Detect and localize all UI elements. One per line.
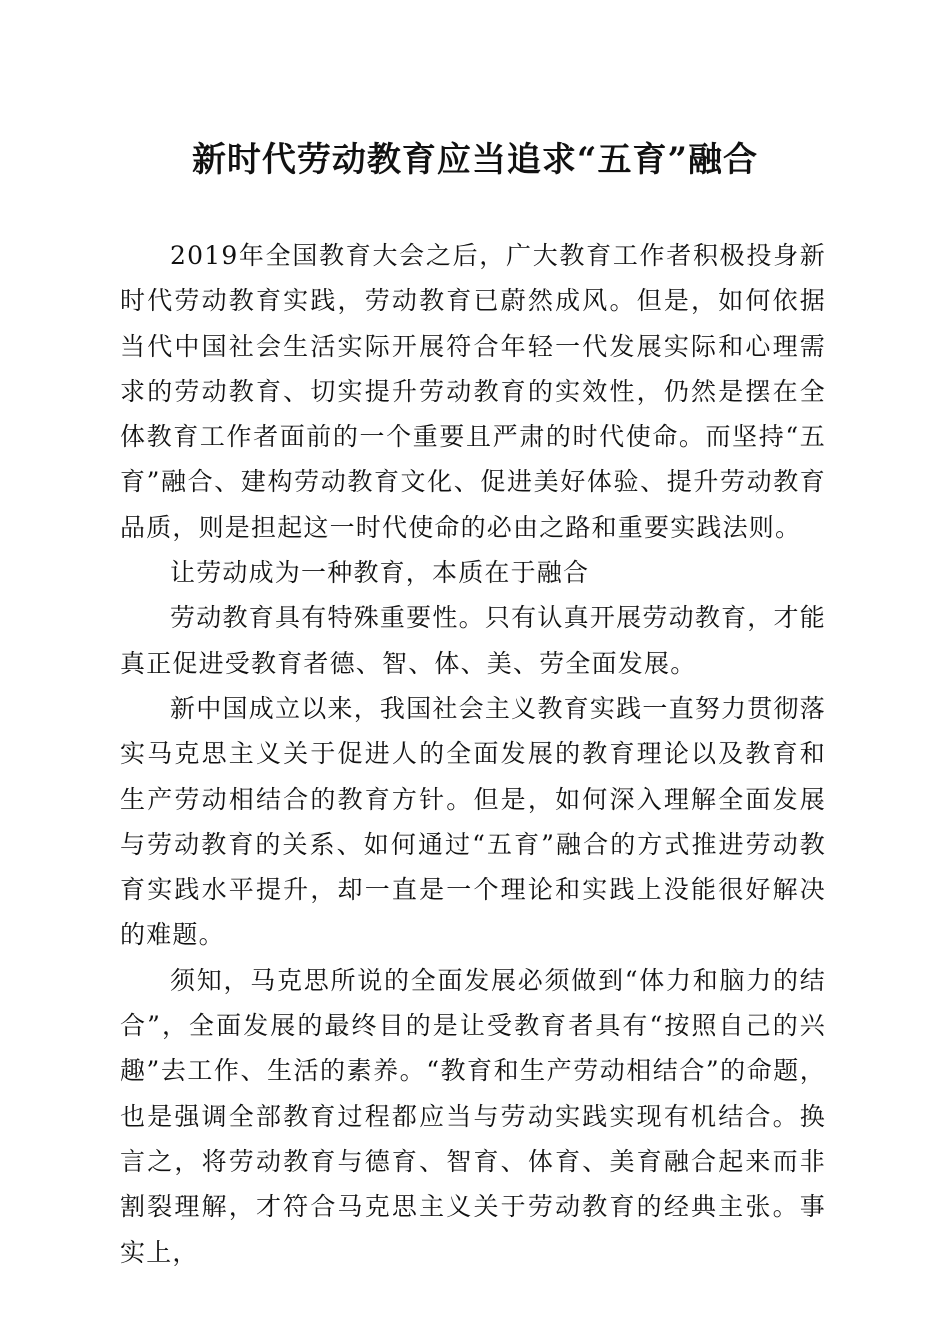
paragraph: 劳动教育具有特殊重要性。只有认真开展劳动教育，才能真正促进受教育者德、智、体、美、劳全面发展。 bbox=[120, 603, 826, 678]
paragraph: 新中国成立以来，我国社会主义教育实践一直努力贯彻落实马克思主义关于促进人的全面发展的教育理论以及教育和生产劳动相结合的教育方针。但是，如何深入理解全面发展与劳动教育的关系、如何通过“五育”融合的方式推进劳动教育实践水平提升，却一直是一个理论和实践上没能很好解决的难题。 bbox=[120, 693, 826, 950]
paragraph: 2019年全国教育大会之后，广大教育工作者积极投身新时代劳动教育实践，劳动教育已蔚然成风。但是，如何依据当代中国社会生活实际开展符合年轻一代发展实际和心理需求的劳动教育、切实提升劳动教育的实效性，仍然是摆在全体教育工作者面前的一个重要且严肃的时代使命。而坚持“五育”融合、建构劳动教育文化、促进美好体验、提升劳动教育品质，则是担起这一时代使命的必由之路和重要实践法则。 bbox=[120, 241, 826, 542]
document-body bbox=[120, 233, 826, 1275]
document-title: 新时代劳动教育应当追求“五育”融合 bbox=[191, 140, 759, 180]
section-heading: 让劳动成为一种教育，本质在于融合 bbox=[170, 558, 590, 588]
paragraph: 须知，马克思所说的全面发展必须做到“体力和脑力的结合”，全面发展的最终目的是让受教育者具有“按照自己的兴趣”去工作、生活的素养。“教育和生产劳动相结合”的命题，也是强调全部教育过程都应当与劳动实践实现有机结合。换言之，将劳动教育与德育、智育、体育、美育融合起来而非割裂理解，才符合马克思主义关于劳动教育的经典主张。事实上， bbox=[120, 965, 826, 1267]
